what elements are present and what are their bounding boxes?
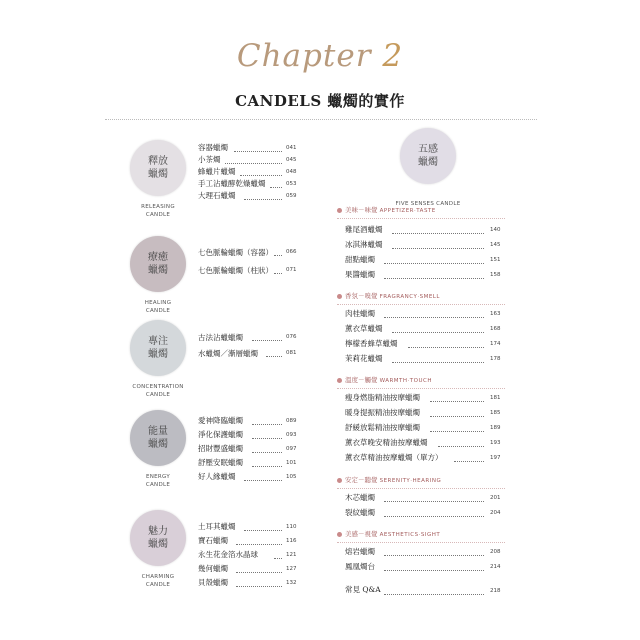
- page-number: 101: [286, 460, 297, 466]
- category-zh: 專注 蠟燭: [148, 336, 168, 360]
- toc-item[interactable]: 檸檬香蜂草蠟燭: [345, 339, 398, 348]
- category-charming: [126, 510, 190, 589]
- category-energy: [126, 410, 190, 489]
- section-heading-hearing: 安定－聽覺 SERENITY‧HEARING: [337, 474, 441, 486]
- page-number: 093: [286, 432, 297, 438]
- toc-item[interactable]: 大理石蠟燭: [198, 191, 236, 200]
- bullet-icon: [337, 294, 342, 299]
- page-number: 168: [490, 326, 501, 332]
- toc-item[interactable]: 招財豐盛蠟燭: [198, 444, 243, 453]
- category-image: [130, 236, 186, 292]
- bullet-icon: [337, 532, 342, 537]
- page-number: 059: [286, 193, 297, 199]
- toc-item[interactable]: 舒緩放鬆精油按摩蠟燭: [345, 423, 420, 432]
- bullet-icon: [337, 378, 342, 383]
- page-number: 151: [490, 257, 501, 263]
- bullet-icon: [337, 478, 342, 483]
- page-number: 081: [286, 350, 297, 356]
- section-heading-sight: 美感－視覺 AESTHETICS‧SIGHT: [337, 528, 440, 540]
- page-number: 193: [490, 440, 501, 446]
- toc-item[interactable]: 木芯蠟燭: [345, 493, 375, 502]
- toc-item[interactable]: 淨化保護蠟燭: [198, 430, 243, 439]
- page-number: 041: [286, 145, 297, 151]
- toc-item[interactable]: 土耳其蠟燭: [198, 522, 236, 531]
- toc-item[interactable]: 裂紋蠟燭: [345, 508, 375, 517]
- title-divider: [105, 119, 537, 120]
- page-title: CANDELS 蠟燭的實作: [235, 92, 405, 110]
- page-number: 185: [490, 410, 501, 416]
- category-zh: 療癒 蠟燭: [148, 252, 168, 276]
- page-number: 189: [490, 425, 501, 431]
- page-number: 214: [490, 564, 501, 570]
- toc-item[interactable]: 冰淇淋蠟燭: [345, 240, 383, 249]
- page-number: 181: [490, 395, 501, 401]
- page-number: 097: [286, 446, 297, 452]
- page-number: 145: [490, 242, 501, 248]
- page-number: 201: [490, 495, 501, 501]
- toc-item[interactable]: 舒壓安眠蠟燭: [198, 458, 243, 467]
- category-en: FIVE SENSES CANDLE: [395, 201, 461, 207]
- section-heading-smell: 香氛－嗅覺 FRAGRANCY‧SMELL: [337, 290, 440, 302]
- toc-item[interactable]: 愛神降臨蠟燭: [198, 416, 243, 425]
- page-number: 089: [286, 418, 297, 424]
- toc-list-energy: [198, 414, 300, 484]
- toc-list-concentration: [198, 330, 300, 362]
- page-number: 048: [286, 169, 297, 175]
- toc-item[interactable]: 鳳凰燭台: [345, 562, 375, 571]
- category-en: HEALING CANDLE: [144, 300, 172, 314]
- toc-item[interactable]: 寶石蠟燭: [198, 536, 228, 545]
- page-number: 132: [286, 580, 297, 586]
- chapter-word: Chapter: [236, 38, 372, 74]
- section-heading-taste: 美味－味覺 APPETIZER‧TASTE: [337, 204, 436, 216]
- category-healing: [126, 236, 190, 315]
- page-number: 121: [286, 552, 297, 558]
- category-en: ENERGY CANDLE: [145, 474, 171, 488]
- page-number: 045: [286, 157, 297, 163]
- page-number: 204: [490, 510, 501, 516]
- toc-item-faq[interactable]: 常見 Q&A: [345, 585, 381, 594]
- category-en: CHARMING CANDLE: [141, 574, 175, 588]
- toc-item[interactable]: 七色脈輪蠟燭（容器）: [198, 248, 273, 257]
- page-number: 127: [286, 566, 297, 572]
- category-releasing: [126, 140, 190, 219]
- page-number: 218: [490, 588, 501, 594]
- page-number: 208: [490, 549, 501, 555]
- toc-item[interactable]: 蜂蠟片蠟燭: [198, 167, 236, 176]
- toc-item[interactable]: 水蠟燭／漸層蠟燭: [198, 349, 258, 358]
- page-number: 071: [286, 267, 297, 273]
- toc-item[interactable]: 肉桂蠟燭: [345, 309, 375, 318]
- toc-list-healing: [198, 244, 300, 280]
- toc-item[interactable]: 永生花金箔水晶球: [198, 550, 258, 559]
- chapter-number: 2: [382, 38, 404, 74]
- page-number: 116: [286, 538, 297, 544]
- toc-item[interactable]: 薰衣草晚安精油按摩蠟燭: [345, 438, 428, 447]
- page-number: 158: [490, 272, 501, 278]
- toc-item[interactable]: 熔岩蠟燭: [345, 547, 375, 556]
- page-number: 105: [286, 474, 297, 480]
- toc-item[interactable]: 薰衣草精油按摩蠟燭（單方）: [345, 453, 443, 462]
- toc-item[interactable]: 容器蠟燭: [198, 143, 228, 152]
- toc-item[interactable]: 薰衣草蠟燭: [345, 324, 383, 333]
- toc-item[interactable]: 雞尾酒蠟燭: [345, 225, 383, 234]
- toc-item[interactable]: 七色脈輪蠟燭（柱狀）: [198, 266, 273, 275]
- page-number: 197: [490, 455, 501, 461]
- toc-item[interactable]: 瘦身燃脂精油按摩蠟燭: [345, 393, 420, 402]
- page-number: 178: [490, 356, 501, 362]
- category-zh: 五感 蠟燭: [418, 144, 438, 168]
- toc-item[interactable]: 暖身提振精油按摩蠟燭: [345, 408, 420, 417]
- page-number: 163: [490, 311, 501, 317]
- toc-item[interactable]: 甜點蠟燭: [345, 255, 375, 264]
- section-heading-touch: 溫度－觸覺 WARMTH‧TOUCH: [337, 374, 432, 386]
- toc-item[interactable]: 手工沾蠟酵乾燥蠟燭: [198, 179, 266, 188]
- category-zh: 能量 蠟燭: [148, 426, 168, 450]
- page-number: 140: [490, 227, 501, 233]
- category-image: [130, 320, 186, 376]
- category-zh: 魅力 蠟燭: [148, 526, 168, 550]
- toc-item[interactable]: 幾何蠟燭: [198, 564, 228, 573]
- toc-list-taste: [345, 222, 505, 282]
- page-number: 076: [286, 334, 297, 340]
- category-zh: 釋放 蠟燭: [148, 156, 168, 180]
- toc-item[interactable]: 古法沾蠟蠟燭: [198, 333, 243, 342]
- page-number: 110: [286, 524, 297, 530]
- chapter-heading: [0, 38, 640, 74]
- toc-item[interactable]: 貝殼蠟燭: [198, 578, 228, 587]
- page-number: 053: [286, 181, 297, 187]
- category-en: CONCENTRATION CANDLE: [132, 384, 184, 398]
- category-concentration: [126, 320, 190, 399]
- category-five-senses: [392, 128, 464, 208]
- toc-item[interactable]: 果醬蠟燭: [345, 270, 375, 279]
- category-image: [130, 410, 186, 466]
- category-image: [400, 128, 456, 184]
- toc-item[interactable]: 小茶燭: [198, 155, 221, 164]
- bullet-icon: [337, 208, 342, 213]
- category-image: [130, 510, 186, 566]
- page-number: 066: [286, 249, 297, 255]
- toc-item[interactable]: 好人緣蠟燭: [198, 472, 236, 481]
- category-en: RELEASING CANDLE: [141, 204, 175, 218]
- category-image: [130, 140, 186, 196]
- page-number: 174: [490, 341, 501, 347]
- toc-item[interactable]: 茉莉花蠟燭: [345, 354, 383, 363]
- toc-list-smell: [345, 306, 505, 366]
